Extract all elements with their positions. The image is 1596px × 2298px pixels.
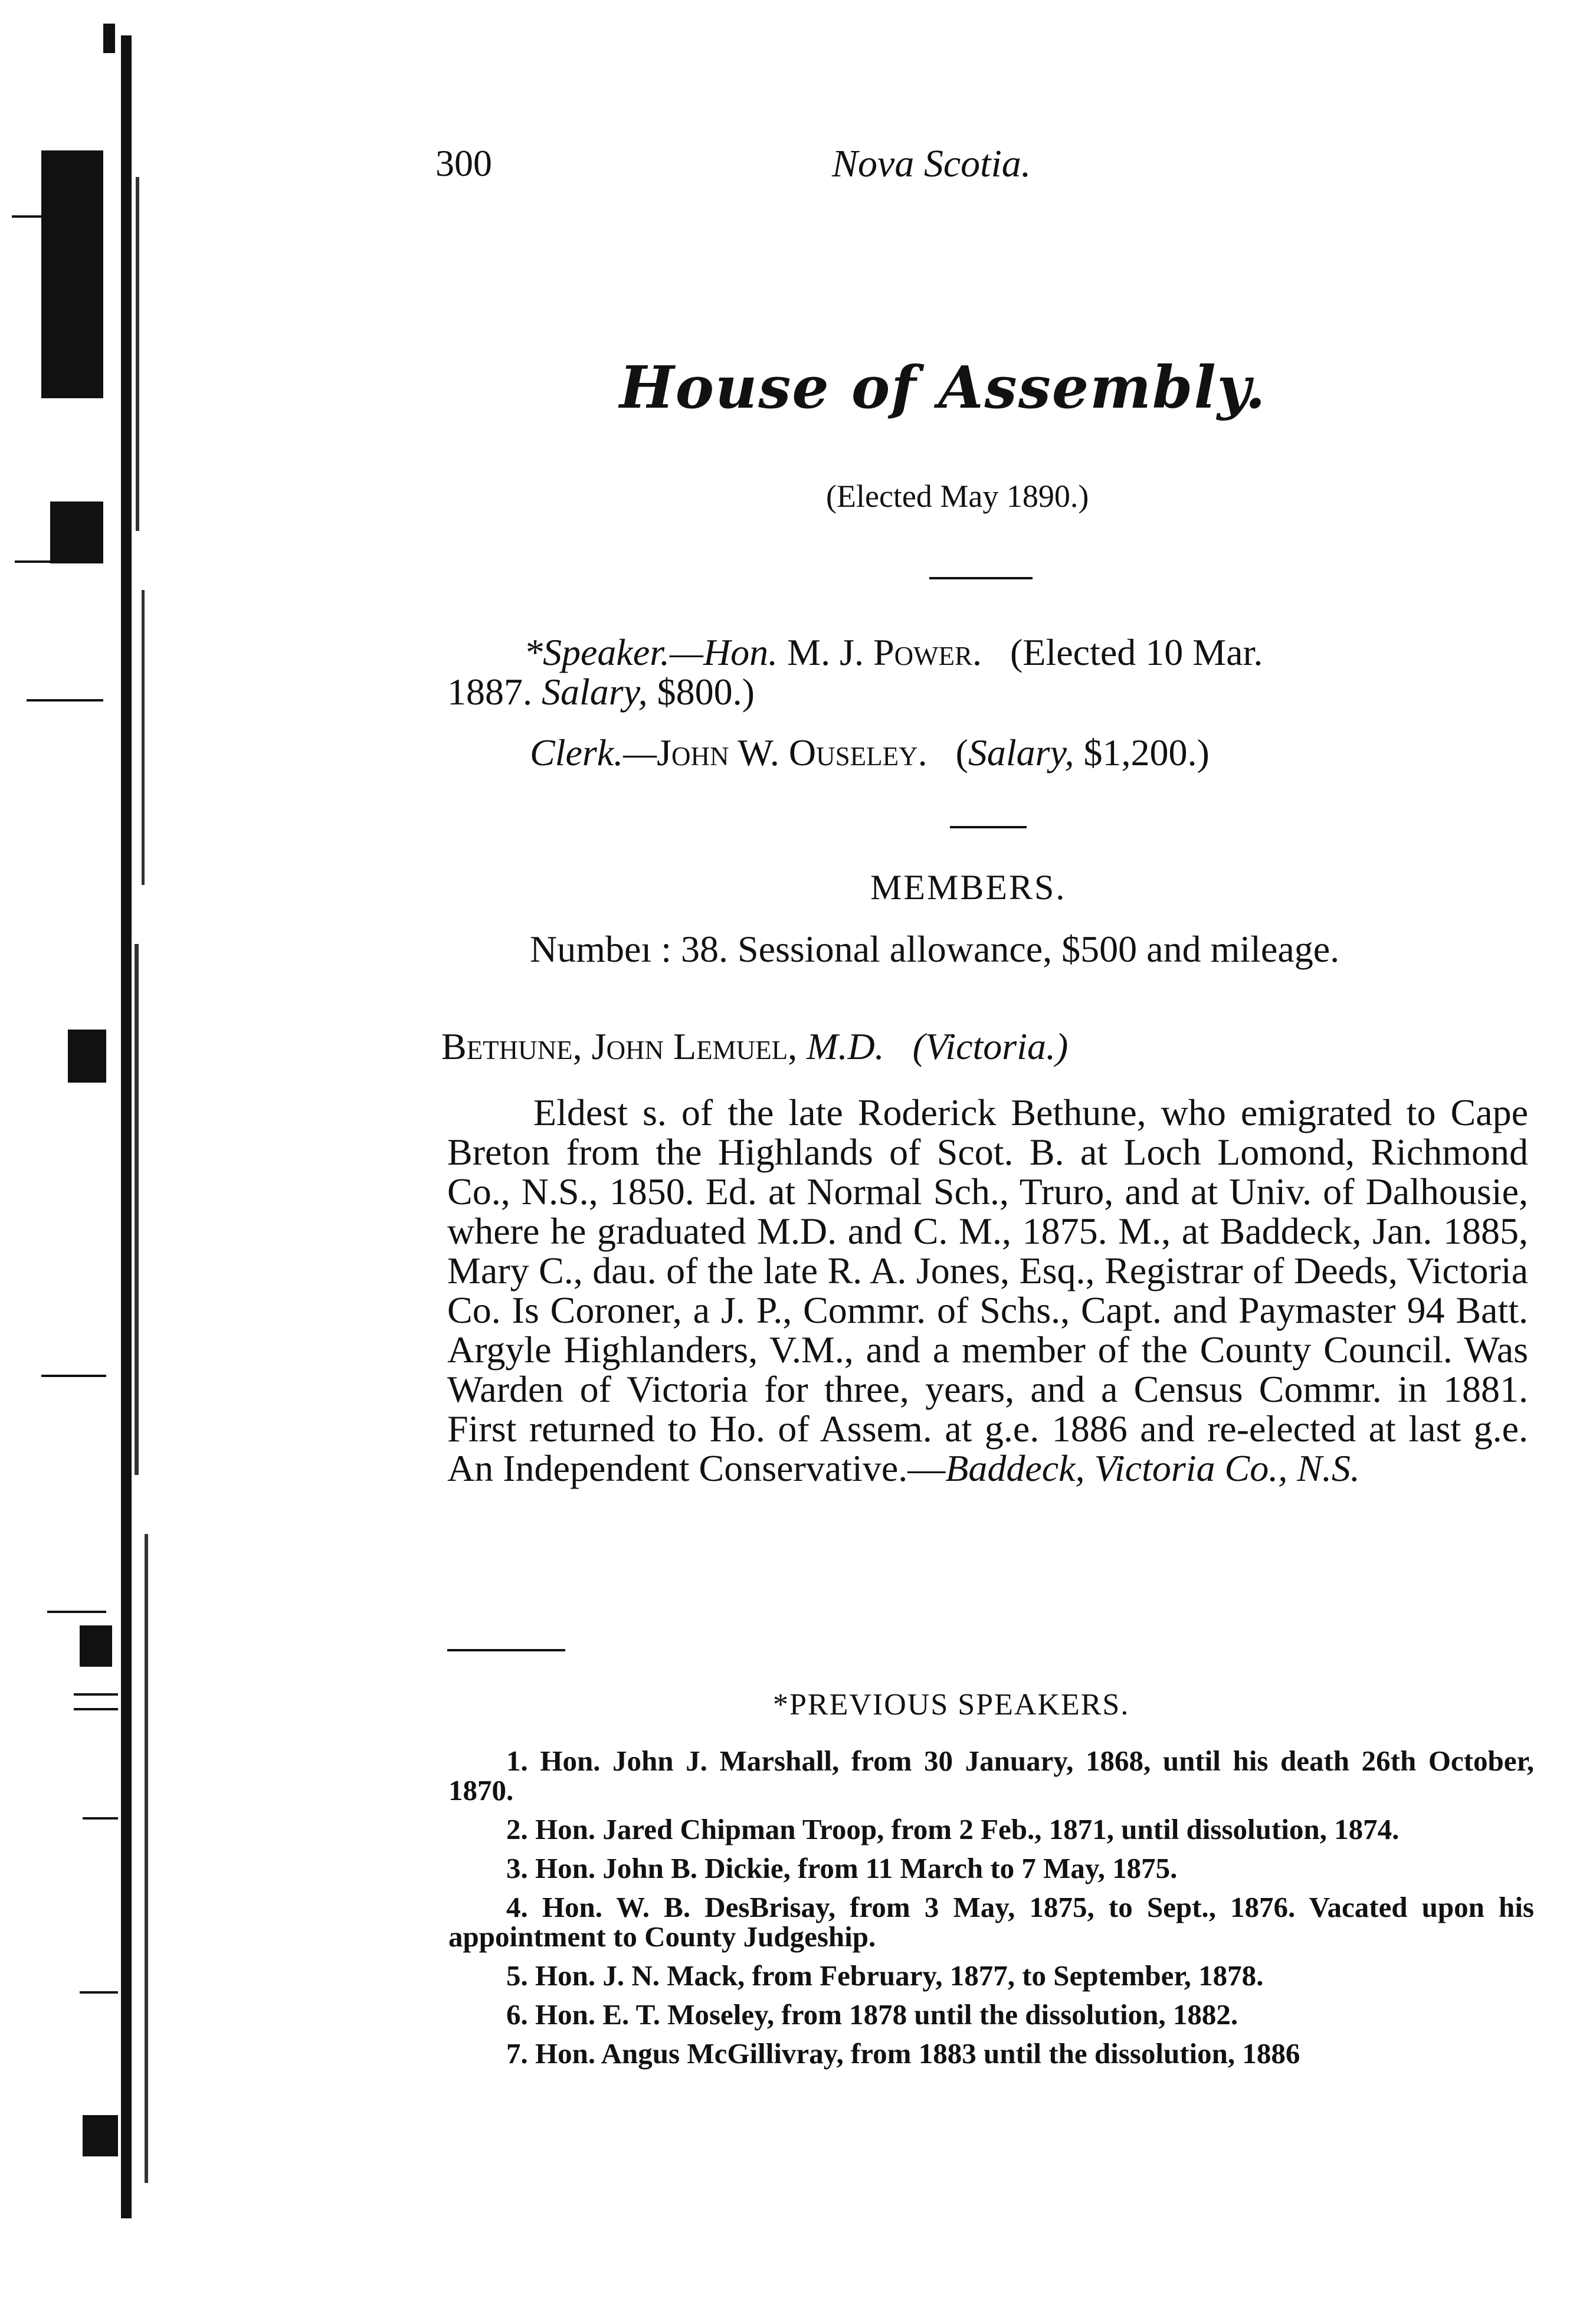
member-riding: (Victoria.) (912, 1025, 1069, 1067)
clerk-salary-label: Salary, (968, 732, 1074, 773)
list-item: 7. Hon. Angus McGillivray, from 1883 until the dissolution, 1886 (506, 2037, 1300, 2070)
list-item: 6. Hon. E. T. Moseley, from 1878 until the dissolution, 1882. (506, 1998, 1238, 2031)
previous-speakers-heading: *PREVIOUS SPEAKERS. (773, 1688, 1130, 1722)
clerk-salary-open: ( (955, 732, 968, 773)
member-address: Baddeck, Victoria Co., N.S. (945, 1447, 1360, 1489)
member-entry-heading (441, 1027, 1527, 1066)
speaker-name: M. J. Power. (787, 631, 982, 673)
list-item: 4. Hon. W. B. DesBrisay, from 3 May, 1875, to Sept., 1876. Vacated upon his appointment to County Judgeship. (448, 1891, 1534, 1953)
list-item: 5. Hon. J. N. Mack, from February, 1877, to September, 1878. (506, 1959, 1264, 1992)
running-head: Nova Scotia. (832, 142, 1031, 185)
page-number: 300 (435, 142, 492, 184)
member-biography (447, 1093, 1528, 1488)
clerk-salary-value: $1,200.) (1083, 732, 1210, 773)
list-item: 3. Hon. John B. Dickie, from 11 March to 7 May, 1875. (506, 1852, 1178, 1884)
divider (447, 1649, 565, 1651)
members-heading: MEMBERS. (870, 868, 1067, 907)
member-degree: M.D. (807, 1025, 884, 1067)
members-summary: Numbeı : 38. Sessional allowance, $500 and mileage. (530, 928, 1340, 970)
speaker-entry (447, 632, 1528, 712)
member-surname: Bethune, (441, 1025, 582, 1067)
clerk-entry (530, 733, 1533, 772)
speaker-election-year: 1887. (447, 671, 532, 713)
previous-speakers-list (448, 1746, 1534, 2078)
clerk-name: John W. Ouseley. (657, 732, 928, 773)
page-title: House of Assembly. (620, 354, 1267, 422)
divider (929, 577, 1033, 579)
list-item: 2. Hon. Jared Chipman Troop, from 2 Feb., 1871, until dissolution, 1874. (506, 1813, 1400, 1845)
speaker-election-note: (Elected 10 Mar. (1010, 631, 1263, 673)
clerk-prefix: Clerk.— (530, 732, 657, 773)
member-given-names: John Lemuel, (591, 1025, 798, 1067)
speaker-salary-value: $800.) (657, 671, 755, 713)
speaker-prefix: *Speaker.—Hon. (524, 631, 778, 673)
list-item: 1. Hon. John J. Marshall, from 30 January, 1868, until his death 26th October, 1870. (448, 1745, 1534, 1807)
member-bio-text: Eldest s. of the late Roderick Bethune, who emigrated to Cape Breton from the Highlands of Scot. B. at Loch Lomond, Richmond Co., N.S., 1850. Ed. at Normal Sch., Truro, and at Univ. of Dalhousie, where he graduated M.D. and C. M., 1875. M., at Baddeck, Jan. 1885, Mary C., dau. of the late R. A. Jones, Esq., Registrar of Deeds, Victoria Co. Is Coroner, a J. P., Commr. of Schs., Capt. and Paymaster 94 Batt. Argyle Highlanders, V.M., and a member of the County Council. Was Warden of Victoria for three, years, and a Census Commr. in 1881. First returned to Ho. of Assem. at g.e. 1886 and re-elected at last g.e. An Independent Conservative.— (447, 1091, 1528, 1489)
elected-note: (Elected May 1890.) (826, 478, 1089, 514)
speaker-salary-label: Salary, (542, 671, 648, 713)
divider (950, 826, 1027, 828)
